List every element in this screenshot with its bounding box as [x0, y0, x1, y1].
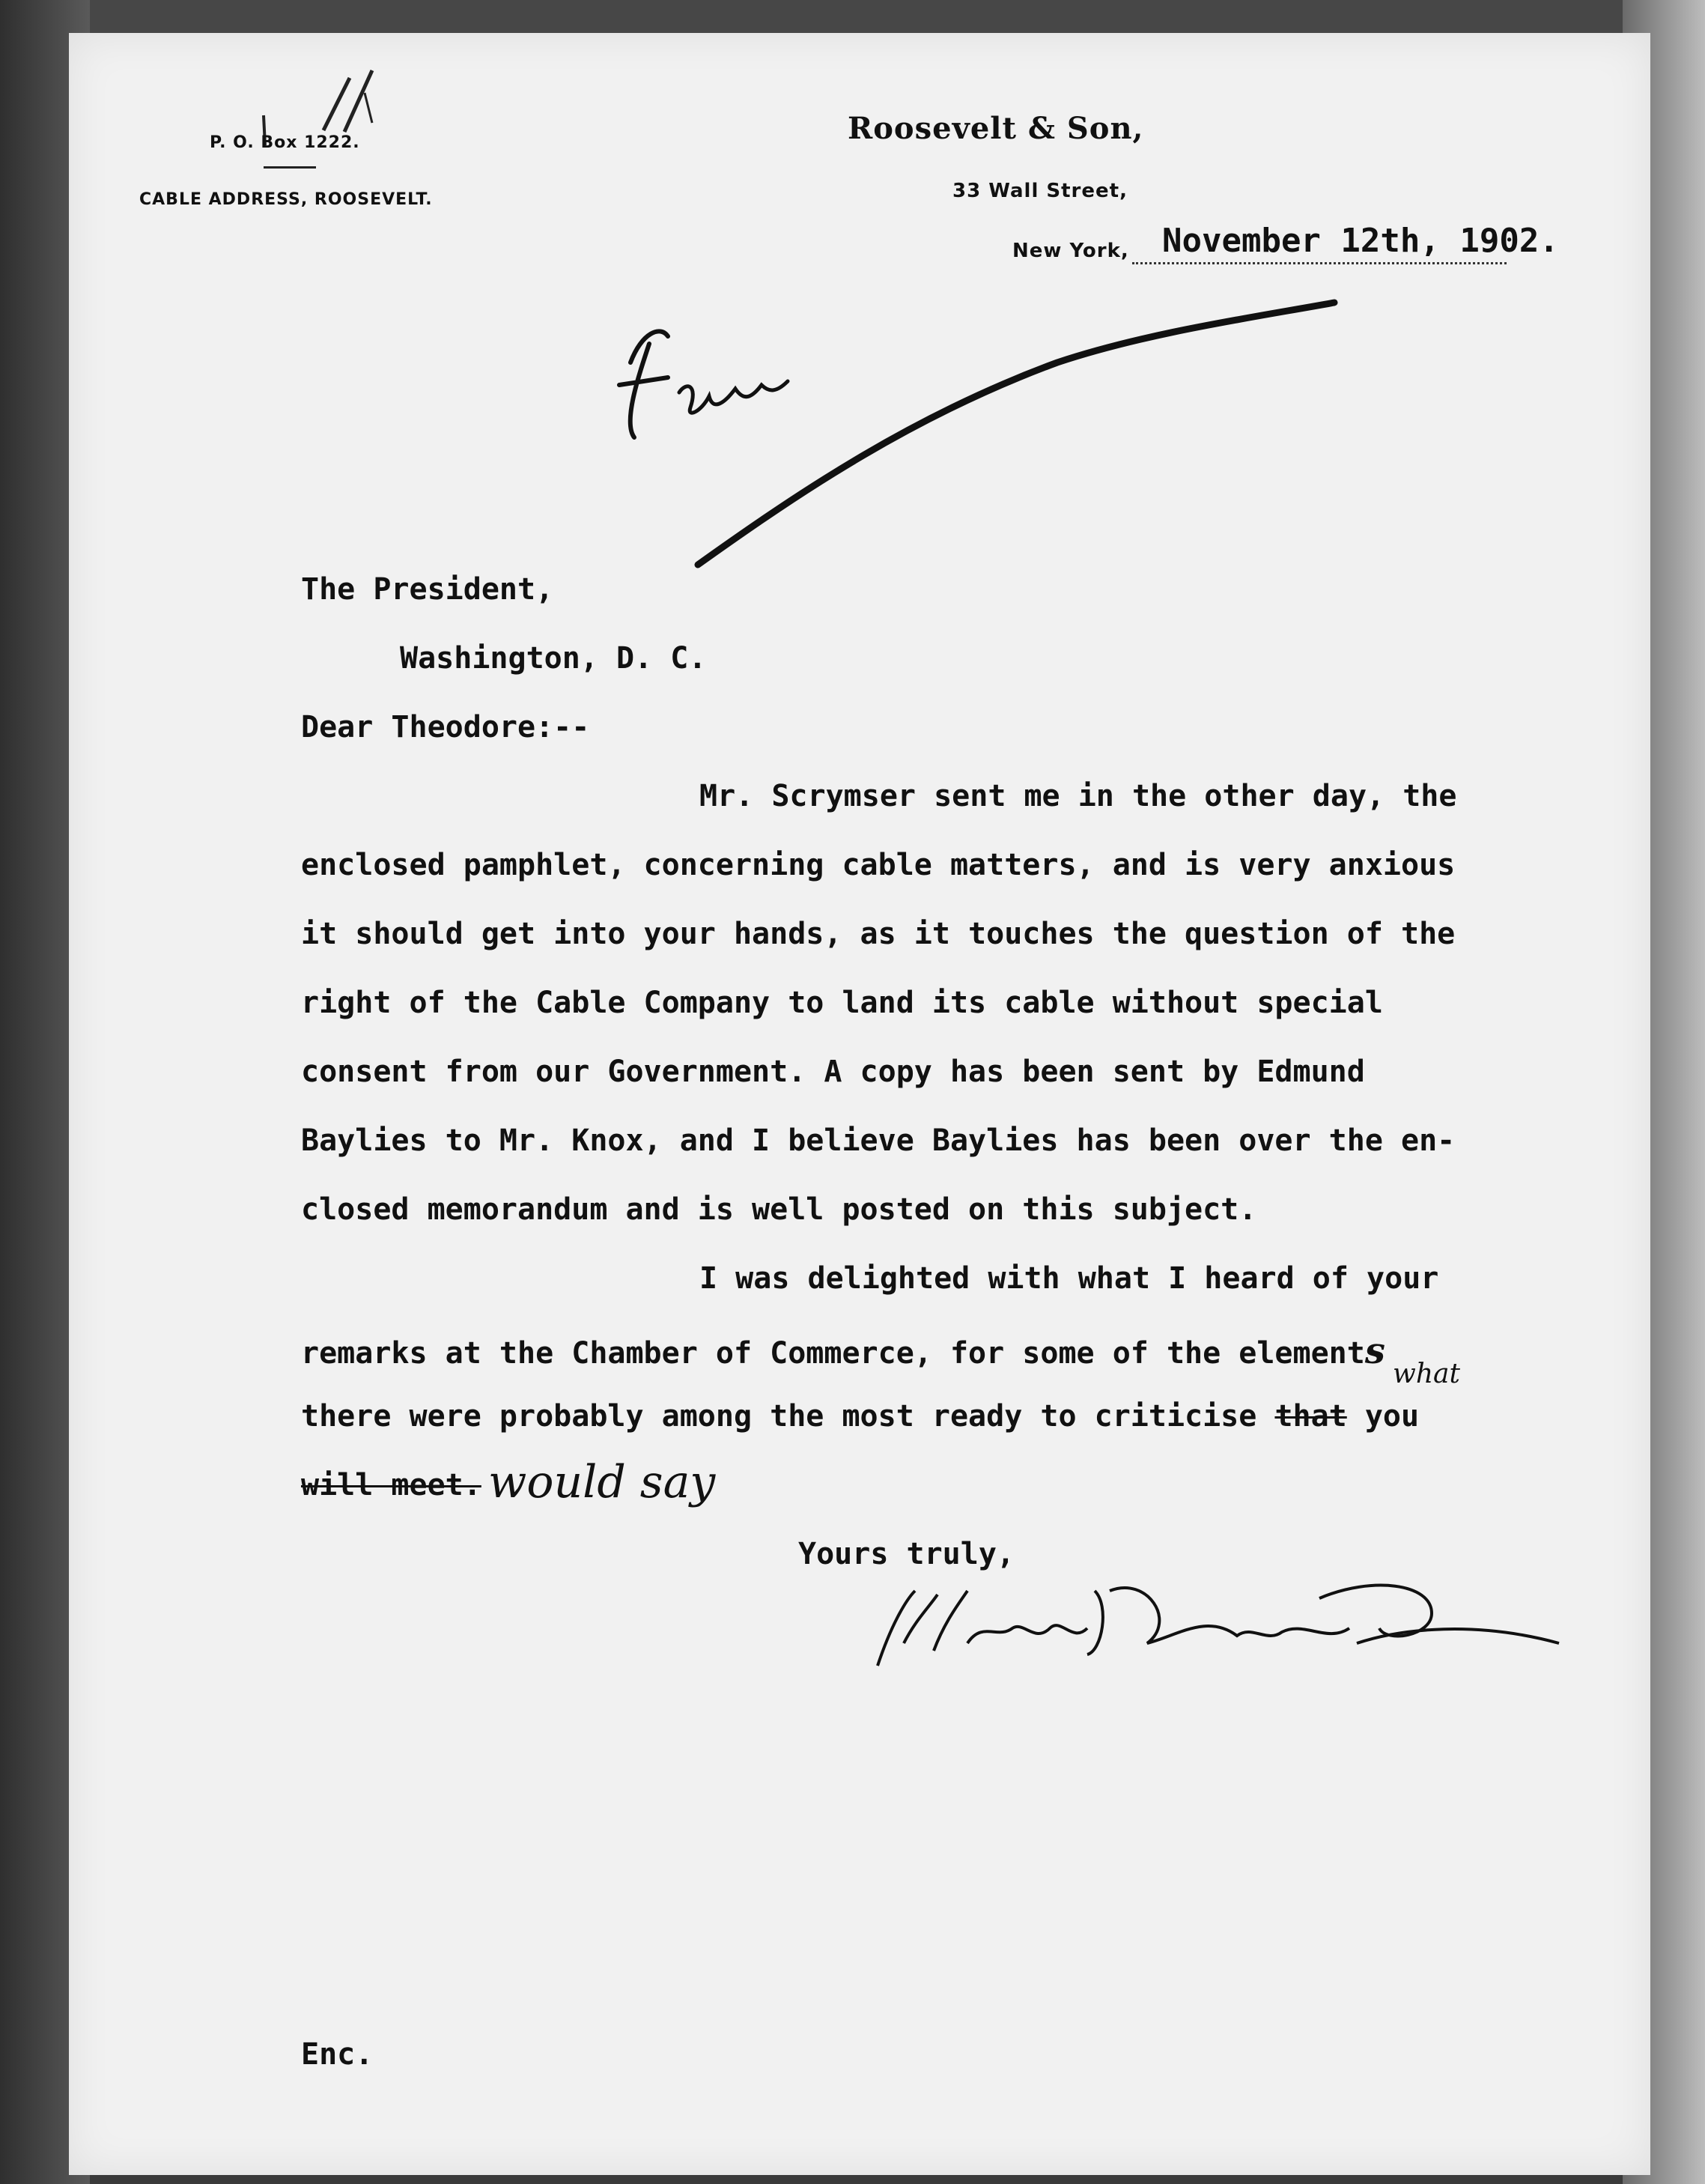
struck-phrase: will meet. [301, 1468, 481, 1502]
body-text: you [1346, 1399, 1420, 1434]
po-box-rule [264, 166, 316, 169]
body-line [301, 1399, 1419, 1434]
body-line: closed memorandum and is well posted on this subject. [301, 1192, 1257, 1227]
recipient-line-1: The President, [301, 572, 554, 607]
enclosure-note: Enc. [301, 2037, 374, 2072]
po-box: P. O. Box 1222. [210, 133, 360, 152]
body-text: there were probably among the most ready to criticise [301, 1399, 1275, 1434]
body-line: enclosed pamphlet, concerning cable matters, and is very anxious [301, 848, 1456, 882]
letter-page [69, 33, 1650, 2175]
firm-name: Roosevelt & Son, [848, 111, 1144, 146]
struck-word: that [1274, 1399, 1347, 1434]
body-line: consent from our Government. A copy has been sent by Edmund [301, 1055, 1365, 1089]
handwritten-s: s [1364, 1330, 1385, 1372]
handwritten-would-say: would say [488, 1456, 716, 1508]
body-line: Mr. Scrymser sent me in the other day, the [699, 779, 1457, 813]
body-line [301, 1330, 1385, 1372]
body-line: right of the Cable Company to land its cable without special [301, 986, 1383, 1020]
body-line [301, 1468, 481, 1502]
body-text: remarks at the Chamber of Commerce, for some of the element [301, 1336, 1365, 1371]
recipient-line-2: Washington, D. C. [400, 641, 707, 676]
files-annotation-stroke [578, 250, 1342, 587]
city: New York, [1012, 240, 1129, 262]
body-line: Baylies to Mr. Knox, and I believe Baylies has been over the en- [301, 1123, 1456, 1158]
street-address: 33 Wall Street, [952, 180, 1128, 202]
cable-address: CABLE ADDRESS, ROOSEVELT. [139, 190, 433, 209]
body-line: I was delighted with what I heard of your [699, 1261, 1439, 1296]
signature-graphic [863, 1531, 1566, 1696]
closing: Yours truly, [798, 1537, 1015, 1571]
letter-date: November 12th, 1902. [1162, 222, 1559, 260]
body-line: it should get into your hands, as it touches the question of the [301, 917, 1456, 951]
handwritten-insert-what: what [1393, 1359, 1460, 1389]
salutation: Dear Theodore:-- [301, 710, 590, 744]
